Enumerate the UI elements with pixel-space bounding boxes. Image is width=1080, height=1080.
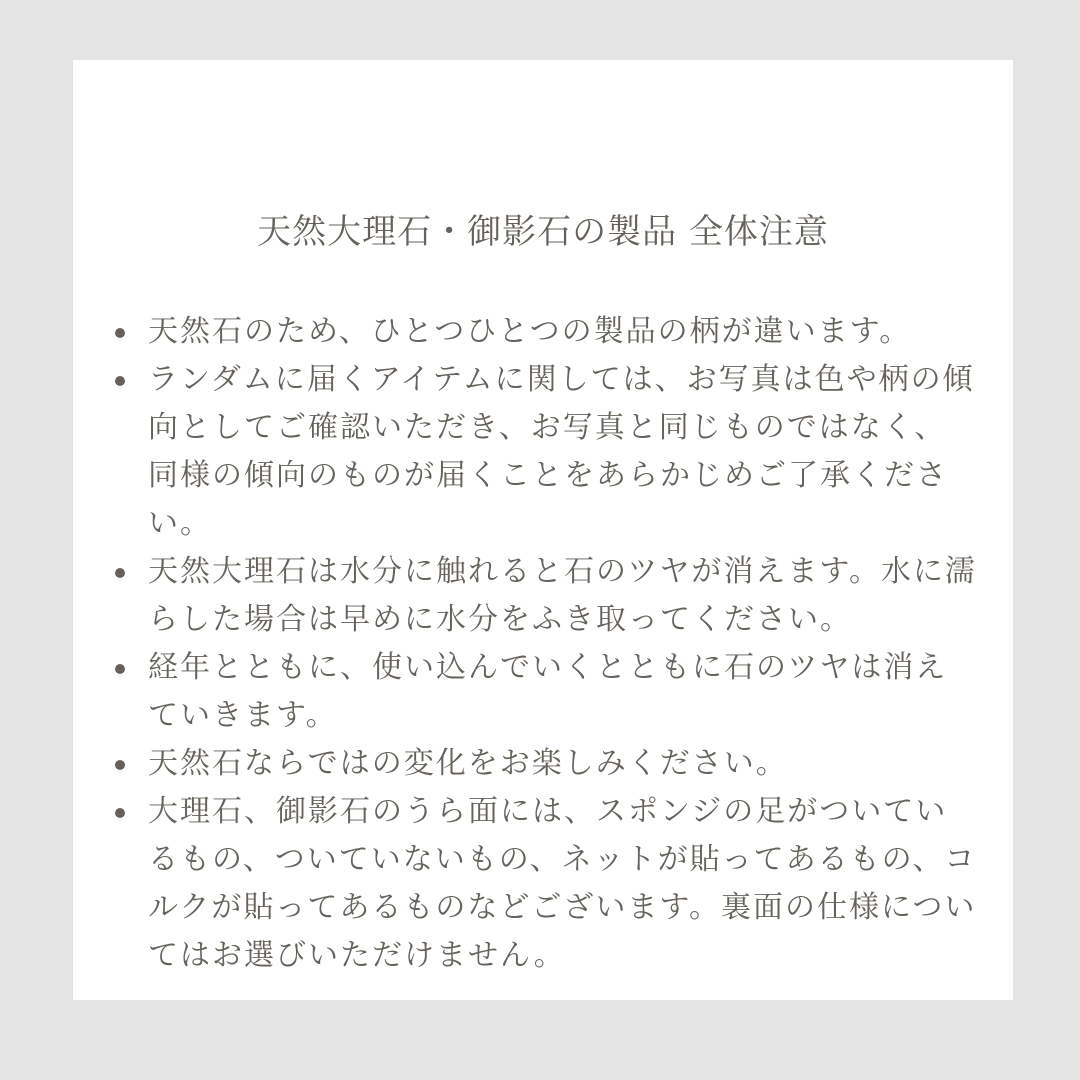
list-item bbox=[148, 740, 978, 788]
notice-card bbox=[73, 60, 1013, 1000]
note-text: 経年とともに、使い込んでいくとともに石のツヤは消えていきます。 bbox=[148, 650, 948, 733]
note-text: 大理石、御影石のうら面には、スポンジの足がついているもの、ついていないもの、ネットが貼ってあるもの、コルクが貼ってあるものなどございます。裏面の仕様についてはお選びいただけません。 bbox=[148, 794, 977, 973]
bullet-icon bbox=[115, 664, 125, 674]
list-item bbox=[148, 644, 978, 740]
note-text: ランダムに届くアイテムに関しては、お写真は色や柄の傾向としてご確認いただき、お写真と同じものではなく、同様の傾向のものが届くことをあらかじめご了承ください。 bbox=[148, 362, 975, 541]
bullet-icon bbox=[115, 808, 125, 818]
page-title: 天然大理石・御影石の製品 全体注意 bbox=[257, 212, 829, 252]
bullet-icon bbox=[115, 568, 125, 578]
note-text: 天然石ならではの変化をお楽しみください。 bbox=[148, 746, 788, 781]
bullet-icon bbox=[115, 760, 125, 770]
list-item bbox=[148, 548, 978, 644]
bullet-icon bbox=[115, 328, 125, 338]
list-item bbox=[148, 308, 978, 356]
note-text: 天然大理石は水分に触れると石のツヤが消えます。水に濡らした場合は早めに水分をふき取ってください。 bbox=[148, 554, 977, 637]
list-item bbox=[148, 788, 978, 980]
notes-list bbox=[148, 308, 978, 980]
note-text: 天然石のため、ひとつひとつの製品の柄が違います。 bbox=[148, 314, 912, 349]
list-item bbox=[148, 356, 978, 548]
bullet-icon bbox=[115, 376, 125, 386]
